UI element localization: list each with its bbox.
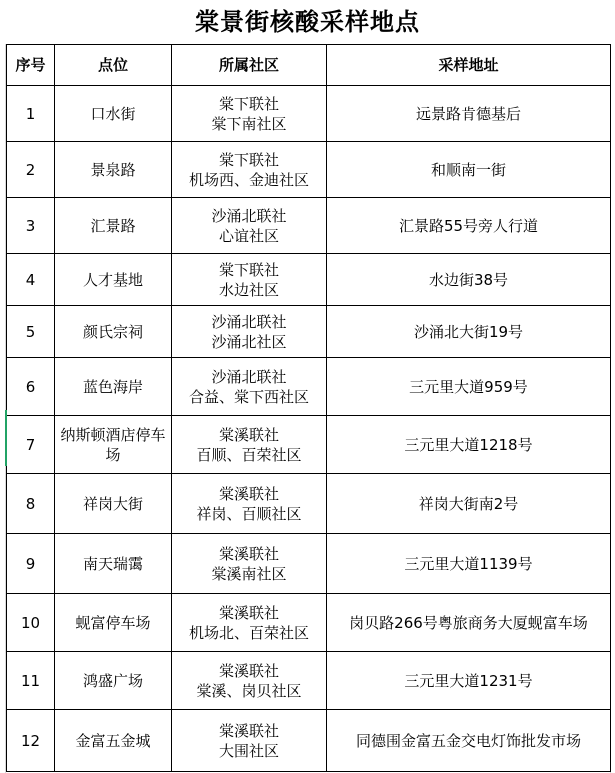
community-line: 沙涌北社区 (211, 332, 287, 351)
cell-address[interactable]: 同德围金富五金交电灯饰批发市场 (327, 710, 611, 772)
community-line: 棠溪、岗贝社区 (196, 681, 302, 700)
cell-address[interactable]: 沙涌北大街19号 (327, 306, 611, 358)
cell-community[interactable] (172, 534, 327, 594)
cell-address[interactable]: 三元里大道1218号 (327, 416, 611, 474)
cell-site[interactable]: 汇景路 (55, 198, 172, 254)
header-community[interactable]: 所属社区 (172, 45, 327, 86)
community-line: 棠溪联社 (218, 603, 279, 622)
table-row (7, 594, 611, 652)
cell-no[interactable]: 3 (7, 198, 55, 254)
cell-address[interactable]: 三元里大道1231号 (327, 652, 611, 710)
community-line: 沙涌北联社 (211, 206, 287, 225)
cell-no[interactable]: 8 (7, 474, 55, 534)
cell-no[interactable]: 5 (7, 306, 55, 358)
cell-no[interactable]: 1 (7, 86, 55, 142)
community-line: 棠溪南社区 (211, 564, 287, 583)
cell-no[interactable]: 2 (7, 142, 55, 198)
table-row (7, 534, 611, 594)
cell-site[interactable]: 金富五金城 (55, 710, 172, 772)
cell-site[interactable]: 纳斯顿酒店停车场 (55, 416, 172, 474)
table-row (7, 86, 611, 142)
community-line: 心谊社区 (218, 226, 279, 245)
community-line: 棠溪联社 (218, 721, 279, 740)
cell-community[interactable] (172, 594, 327, 652)
cell-site[interactable]: 祥岗大街 (55, 474, 172, 534)
cell-address[interactable]: 水边街38号 (327, 254, 611, 306)
cell-community[interactable] (172, 306, 327, 358)
cell-site[interactable]: 景泉路 (55, 142, 172, 198)
community-line: 棠溪联社 (218, 484, 279, 503)
cell-site[interactable]: 颜氏宗祠 (55, 306, 172, 358)
cell-community[interactable] (172, 86, 327, 142)
community-line: 合益、棠下西社区 (188, 387, 309, 406)
cell-site[interactable]: 蓝色海岸 (55, 358, 172, 416)
table-row (7, 710, 611, 772)
table-row (7, 652, 611, 710)
sampling-sites-table (6, 44, 611, 772)
table-header-row (7, 45, 611, 86)
cell-no[interactable]: 9 (7, 534, 55, 594)
table-row (7, 254, 611, 306)
cell-community[interactable] (172, 254, 327, 306)
cell-address[interactable]: 三元里大道959号 (327, 358, 611, 416)
community-line: 机场北、百荣社区 (188, 623, 309, 642)
cell-community[interactable] (172, 416, 327, 474)
table-row (7, 142, 611, 198)
sheet-title: 棠景街核酸采样地点 (195, 7, 420, 36)
community-line: 百顺、百荣社区 (196, 445, 302, 464)
cell-no[interactable]: 7 (7, 416, 55, 474)
community-line: 祥岗、百顺社区 (196, 504, 302, 523)
cell-community[interactable] (172, 652, 327, 710)
community-line: 棠溪联社 (218, 661, 279, 680)
cell-community[interactable] (172, 474, 327, 534)
table-row (7, 306, 611, 358)
community-line: 沙涌北联社 (211, 367, 287, 386)
community-line: 机场西、金迪社区 (188, 170, 309, 189)
cell-community[interactable] (172, 358, 327, 416)
cell-no[interactable]: 10 (7, 594, 55, 652)
cell-no[interactable]: 12 (7, 710, 55, 772)
cell-site[interactable]: 鸿盛广场 (55, 652, 172, 710)
community-line: 棠溪联社 (218, 425, 279, 444)
table-row (7, 358, 611, 416)
cell-site[interactable]: 蚬富停车场 (55, 594, 172, 652)
cell-address[interactable]: 岗贝路266号粤旅商务大厦蚬富车场 (327, 594, 611, 652)
cell-site[interactable]: 南天瑞霭 (55, 534, 172, 594)
cell-address[interactable]: 远景路肯德基后 (327, 86, 611, 142)
community-line: 棠下联社 (218, 260, 279, 279)
community-line: 棠溪联社 (218, 544, 279, 563)
cell-address[interactable]: 汇景路55号旁人行道 (327, 198, 611, 254)
header-no[interactable]: 序号 (7, 45, 55, 86)
cell-site[interactable]: 人才基地 (55, 254, 172, 306)
cell-no[interactable]: 4 (7, 254, 55, 306)
cell-no[interactable]: 6 (7, 358, 55, 416)
table-row (7, 198, 611, 254)
cell-address[interactable]: 祥岗大街南2号 (327, 474, 611, 534)
header-address[interactable]: 采样地址 (327, 45, 611, 86)
community-line: 棠下联社 (218, 94, 279, 113)
community-line: 水边社区 (218, 280, 279, 299)
cell-community[interactable] (172, 142, 327, 198)
cell-community[interactable] (172, 710, 327, 772)
cell-community[interactable] (172, 198, 327, 254)
community-line: 棠下南社区 (211, 114, 287, 133)
header-site[interactable]: 点位 (55, 45, 172, 86)
table-row (7, 474, 611, 534)
community-line: 棠下联社 (218, 150, 279, 169)
table-row (7, 416, 611, 474)
community-line: 沙涌北联社 (211, 312, 287, 331)
cell-address[interactable]: 三元里大道1139号 (327, 534, 611, 594)
cell-site[interactable]: 口水街 (55, 86, 172, 142)
row-selection-marker (5, 410, 7, 466)
cell-no[interactable]: 11 (7, 652, 55, 710)
community-line: 大围社区 (218, 741, 279, 760)
cell-address[interactable]: 和顺南一街 (327, 142, 611, 198)
